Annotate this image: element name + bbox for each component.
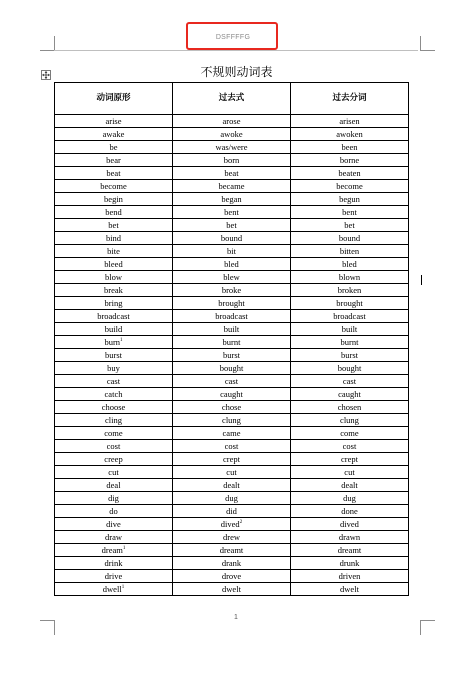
cell-past-tense[interactable]: clung <box>173 414 291 427</box>
cell-base-form[interactable]: cut <box>55 466 173 479</box>
table-row <box>55 518 409 531</box>
cell-base-form[interactable]: dive <box>55 518 173 531</box>
cell-past-participle[interactable]: dug <box>291 492 409 505</box>
cell-base-form[interactable]: burn$^1$ <box>55 336 173 349</box>
cell-base-form[interactable]: catch <box>55 388 173 401</box>
cell-base-form[interactable]: drink <box>55 557 173 570</box>
cell-past-tense[interactable]: drove <box>173 570 291 583</box>
cell-base-form[interactable]: dwell$^1$ <box>55 583 173 596</box>
cell-past-participle[interactable]: built <box>291 323 409 336</box>
header-base-form[interactable]: 动词原形 <box>55 83 173 115</box>
cell-past-tense[interactable]: came <box>173 427 291 440</box>
cell-past-participle[interactable]: drunk <box>291 557 409 570</box>
crop-mark-top-right <box>420 36 435 51</box>
cell-base-form[interactable]: bet <box>55 219 173 232</box>
cell-past-participle[interactable]: burnt <box>291 336 409 349</box>
table-row <box>55 128 409 141</box>
cell-past-participle[interactable]: brought <box>291 297 409 310</box>
cell-base-form[interactable]: arise <box>55 115 173 128</box>
cell-past-participle[interactable]: bound <box>291 232 409 245</box>
cell-past-tense[interactable]: drew <box>173 531 291 544</box>
table-row <box>55 492 409 505</box>
cell-base-form[interactable]: bring <box>55 297 173 310</box>
cell-past-tense[interactable]: dreamt <box>173 544 291 557</box>
cell-base-form[interactable]: come <box>55 427 173 440</box>
cell-past-participle[interactable]: clung <box>291 414 409 427</box>
cell-past-participle[interactable]: chosen <box>291 401 409 414</box>
table-row <box>55 323 409 336</box>
cell-base-form[interactable]: cling <box>55 414 173 427</box>
cell-base-form[interactable]: dig <box>55 492 173 505</box>
cell-base-form[interactable]: blow <box>55 271 173 284</box>
table-row <box>55 336 409 349</box>
cell-past-tense[interactable]: bent <box>173 206 291 219</box>
cell-base-form[interactable]: break <box>55 284 173 297</box>
cell-base-form[interactable]: creep <box>55 453 173 466</box>
cell-base-form[interactable]: broadcast <box>55 310 173 323</box>
cell-base-form[interactable]: bite <box>55 245 173 258</box>
table-row <box>55 557 409 570</box>
cell-past-tense[interactable]: bit <box>173 245 291 258</box>
cell-past-participle[interactable]: burst <box>291 349 409 362</box>
cell-past-participle[interactable]: borne <box>291 154 409 167</box>
crop-mark-bottom-left <box>40 620 55 635</box>
cell-past-participle[interactable]: bled <box>291 258 409 271</box>
cell-past-tense[interactable]: cut <box>173 466 291 479</box>
cell-base-form[interactable]: burst <box>55 349 173 362</box>
crop-mark-top-left <box>40 36 55 51</box>
table-row <box>55 245 409 258</box>
table-row <box>55 427 409 440</box>
table-row <box>55 258 409 271</box>
cell-base-form[interactable]: drive <box>55 570 173 583</box>
table-header-row <box>55 83 409 115</box>
cell-past-participle[interactable]: broadcast <box>291 310 409 323</box>
cell-past-tense[interactable]: dealt <box>173 479 291 492</box>
cell-base-form[interactable]: become <box>55 180 173 193</box>
cell-past-participle[interactable]: dived <box>291 518 409 531</box>
cell-past-participle[interactable]: driven <box>291 570 409 583</box>
table-row <box>55 141 409 154</box>
cell-past-tense[interactable]: dived$^2$ <box>173 518 291 531</box>
cell-past-tense[interactable]: bled <box>173 258 291 271</box>
cell-past-tense[interactable]: beat <box>173 167 291 180</box>
cell-base-form[interactable]: bind <box>55 232 173 245</box>
table-row <box>55 414 409 427</box>
cell-past-participle[interactable]: beaten <box>291 167 409 180</box>
cell-past-participle[interactable]: awoken <box>291 128 409 141</box>
table-row <box>55 440 409 453</box>
irregular-verbs-table[interactable] <box>54 82 409 596</box>
table-row <box>55 453 409 466</box>
table-row <box>55 219 409 232</box>
table-row <box>55 115 409 128</box>
cell-past-participle[interactable]: crept <box>291 453 409 466</box>
table-row <box>55 271 409 284</box>
table-row <box>55 232 409 245</box>
header-highlight-box <box>186 22 278 50</box>
cell-past-tense[interactable]: born <box>173 154 291 167</box>
cell-base-form[interactable]: bear <box>55 154 173 167</box>
table-row <box>55 284 409 297</box>
header-divider <box>54 50 418 51</box>
cell-base-form[interactable]: deal <box>55 479 173 492</box>
cell-past-participle[interactable]: bent <box>291 206 409 219</box>
cell-past-tense[interactable]: brought <box>173 297 291 310</box>
cell-past-tense[interactable]: chose <box>173 401 291 414</box>
cell-base-form[interactable]: begin <box>55 193 173 206</box>
table-row <box>55 570 409 583</box>
table-row <box>55 531 409 544</box>
table-row <box>55 362 409 375</box>
cell-past-participle[interactable]: bitten <box>291 245 409 258</box>
table-row <box>55 505 409 518</box>
page-number: 1 <box>234 614 238 621</box>
cell-base-form[interactable]: cast <box>55 375 173 388</box>
crop-mark-bottom-right <box>420 620 435 635</box>
table-row <box>55 401 409 414</box>
cell-base-form[interactable]: beat <box>55 167 173 180</box>
cell-base-form[interactable]: build <box>55 323 173 336</box>
cell-base-form[interactable]: awake <box>55 128 173 141</box>
cell-past-participle[interactable]: cast <box>291 375 409 388</box>
cell-past-tense[interactable]: broadcast <box>173 310 291 323</box>
cell-past-participle[interactable]: blown <box>291 271 409 284</box>
cell-past-participle[interactable]: cost <box>291 440 409 453</box>
table-row <box>55 206 409 219</box>
text-cursor <box>421 275 422 285</box>
table-row <box>55 349 409 362</box>
cell-past-tense[interactable]: blew <box>173 271 291 284</box>
cell-past-tense[interactable]: arose <box>173 115 291 128</box>
cell-base-form[interactable]: choose <box>55 401 173 414</box>
cell-past-tense[interactable]: built <box>173 323 291 336</box>
cell-past-participle[interactable]: begun <box>291 193 409 206</box>
cell-past-tense[interactable]: became <box>173 180 291 193</box>
cell-past-tense[interactable]: dug <box>173 492 291 505</box>
cell-past-participle[interactable]: been <box>291 141 409 154</box>
table-row <box>55 310 409 323</box>
table-row <box>55 193 409 206</box>
table-row <box>55 180 409 193</box>
cell-past-participle[interactable]: cut <box>291 466 409 479</box>
table-row <box>55 375 409 388</box>
cell-past-participle[interactable]: drawn <box>291 531 409 544</box>
cell-past-tense[interactable]: drank <box>173 557 291 570</box>
cell-past-participle[interactable]: dreamt <box>291 544 409 557</box>
table-row <box>55 388 409 401</box>
page-title: 不规则动词表 <box>200 65 273 79</box>
cell-past-tense[interactable]: bet <box>173 219 291 232</box>
table-row <box>55 297 409 310</box>
cell-past-tense[interactable]: burnt <box>173 336 291 349</box>
cell-past-tense[interactable]: bound <box>173 232 291 245</box>
cell-past-tense[interactable]: bought <box>173 362 291 375</box>
cell-past-participle[interactable]: arisen <box>291 115 409 128</box>
cell-base-form[interactable]: draw <box>55 531 173 544</box>
table-row <box>55 167 409 180</box>
cell-past-participle[interactable]: done <box>291 505 409 518</box>
table-row <box>55 466 409 479</box>
header-past-participle[interactable]: 过去分词 <box>291 83 409 115</box>
cell-past-tense[interactable]: cast <box>173 375 291 388</box>
header-past-tense[interactable]: 过去式 <box>173 83 291 115</box>
cell-base-form[interactable]: bend <box>55 206 173 219</box>
cell-base-form[interactable]: cost <box>55 440 173 453</box>
table-row <box>55 479 409 492</box>
cell-past-participle[interactable]: dwelt <box>291 583 409 596</box>
cell-base-form[interactable]: do <box>55 505 173 518</box>
page-header-text[interactable]: DSFFFFG <box>215 34 251 41</box>
cell-past-tense[interactable]: did <box>173 505 291 518</box>
cell-past-participle[interactable]: become <box>291 180 409 193</box>
cell-past-tense[interactable]: awoke <box>173 128 291 141</box>
cell-base-form[interactable]: be <box>55 141 173 154</box>
cell-base-form[interactable]: dream$^1$ <box>55 544 173 557</box>
cell-past-participle[interactable]: caught <box>291 388 409 401</box>
cell-past-tense[interactable]: cost <box>173 440 291 453</box>
cell-past-tense[interactable]: burst <box>173 349 291 362</box>
table-row <box>55 154 409 167</box>
cell-past-tense[interactable]: caught <box>173 388 291 401</box>
cell-past-participle[interactable]: dealt <box>291 479 409 492</box>
cell-past-tense[interactable]: broke <box>173 284 291 297</box>
cell-base-form[interactable]: buy <box>55 362 173 375</box>
cell-past-participle[interactable]: come <box>291 427 409 440</box>
move-handle-icon[interactable] <box>41 70 51 80</box>
table-row <box>55 544 409 557</box>
cell-base-form[interactable]: bleed <box>55 258 173 271</box>
cell-past-participle[interactable]: bought <box>291 362 409 375</box>
table-row <box>55 583 409 596</box>
cell-past-tense[interactable]: was/were <box>173 141 291 154</box>
cell-past-participle[interactable]: broken <box>291 284 409 297</box>
cell-past-tense[interactable]: dwelt <box>173 583 291 596</box>
cell-past-participle[interactable]: bet <box>291 219 409 232</box>
cell-past-tense[interactable]: crept <box>173 453 291 466</box>
cell-past-tense[interactable]: began <box>173 193 291 206</box>
